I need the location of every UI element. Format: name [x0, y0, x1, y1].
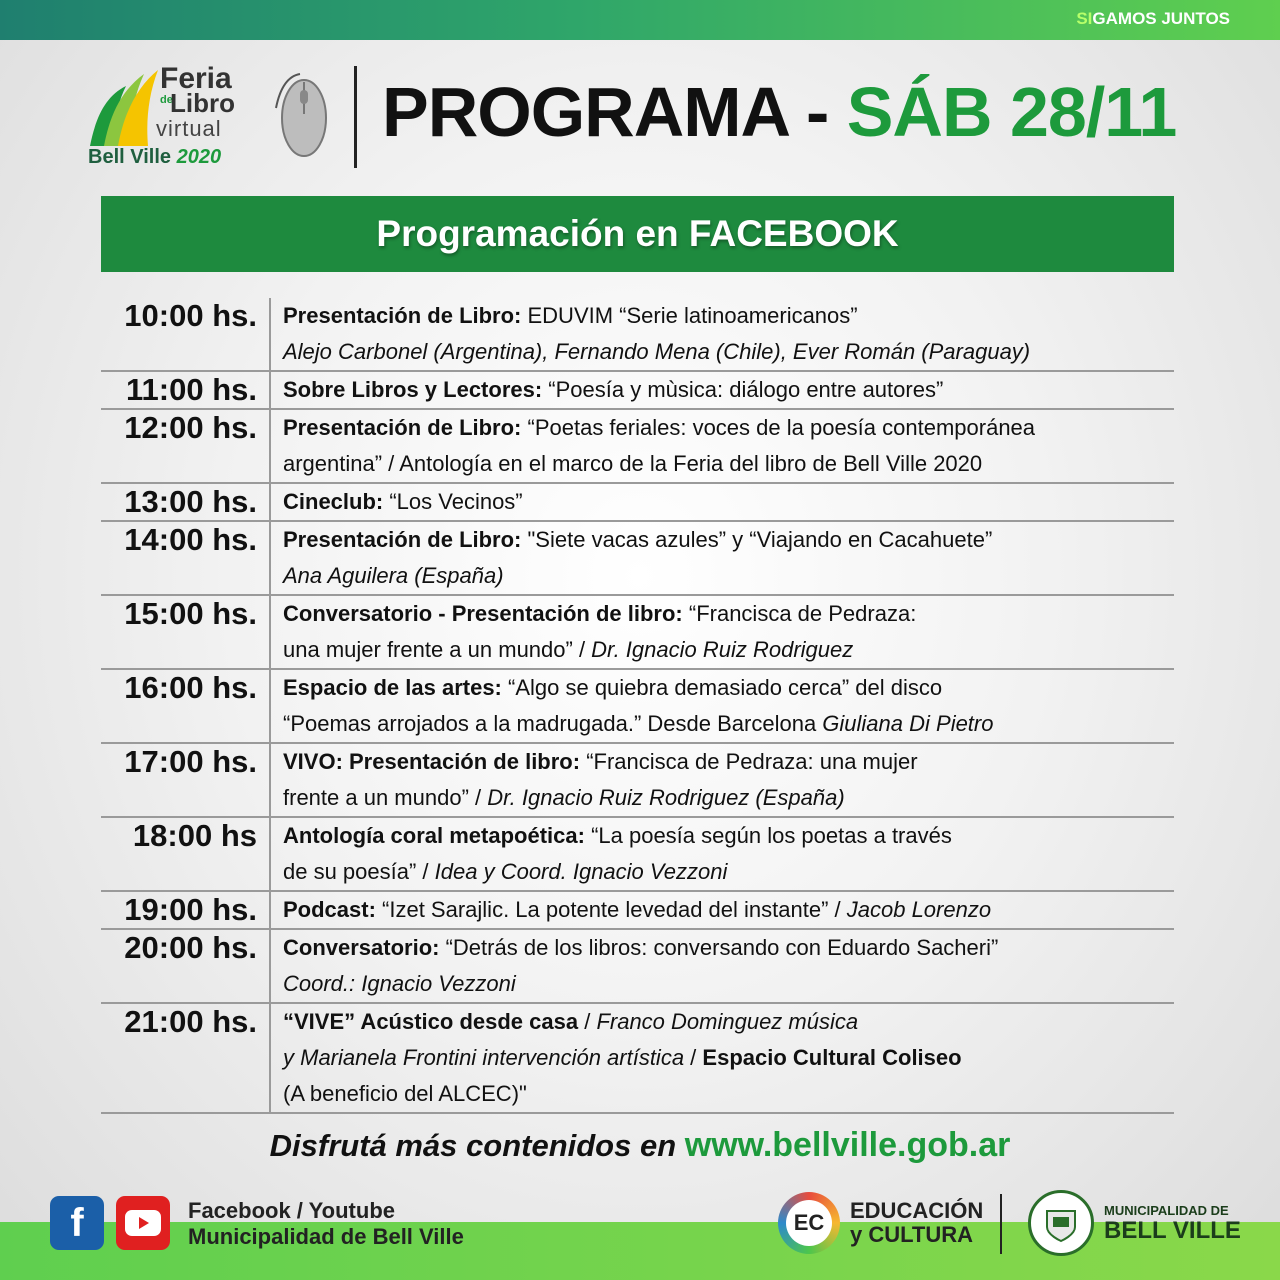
schedule-description — [271, 522, 1174, 594]
description-segment: VIVO: Presentación de libro: — [283, 749, 587, 774]
description-line — [283, 892, 1174, 928]
description-line — [283, 632, 1174, 668]
top-bar — [0, 0, 1280, 40]
schedule-time: 14:00 hs. — [101, 522, 271, 594]
tagline: SIGAMOS JUNTOS — [1076, 9, 1230, 28]
schedule-description — [271, 670, 1174, 742]
schedule-row — [101, 930, 1174, 1004]
description-segment: Presentación de Libro: — [283, 415, 528, 440]
schedule-row — [101, 410, 1174, 484]
header-divider — [354, 66, 357, 168]
description-line — [283, 780, 1174, 816]
schedule-time: 13:00 hs. — [101, 484, 271, 520]
description-segment: Sobre Libros y Lectores: — [283, 377, 549, 402]
schedule-time: 19:00 hs. — [101, 892, 271, 928]
description-segment: Alejo Carbonel (Argentina), Fernando Mena (Chile), Ever Román (Paraguay) — [283, 339, 1031, 364]
description-segment: “Izet Sarajlic. La potente levedad del instante” / — [382, 897, 847, 922]
schedule-time: 18:00 hs — [101, 818, 271, 890]
description-segment: “Francisca de Pedraza: — [688, 601, 917, 626]
schedule-description — [271, 892, 1174, 928]
description-line — [283, 966, 1174, 1002]
ec-badge: EC — [778, 1192, 840, 1254]
footer-cta: Disfrutá más contenidos en www.bellville.gob.ar — [269, 1126, 1011, 1164]
description-segment: Ana Aguilera (España) — [283, 563, 504, 588]
description-segment: "Siete vacas azules” y “Viajando en Cacahuete” — [527, 527, 993, 552]
description-line — [283, 930, 1174, 966]
book-leaves-icon — [86, 66, 166, 150]
description-segment: Presentación de Libro: — [283, 527, 528, 552]
schedule-time: 20:00 hs. — [101, 930, 271, 1002]
facebook-icon[interactable]: f — [50, 1196, 104, 1250]
schedule-time: 10:00 hs. — [101, 298, 271, 370]
schedule-description — [271, 596, 1174, 668]
schedule-time: 16:00 hs. — [101, 670, 271, 742]
description-line — [283, 484, 1174, 520]
schedule-description — [271, 372, 1174, 408]
mouse-icon — [274, 68, 330, 164]
description-segment: “Poetas feriales: voces de la poesía contemporánea — [527, 415, 1036, 440]
schedule-description — [271, 818, 1174, 890]
description-segment: Antología coral metapoética: — [283, 823, 592, 848]
schedule-description — [271, 1004, 1174, 1112]
description-line — [283, 446, 1174, 482]
schedule-description — [271, 298, 1174, 370]
description-line — [283, 706, 1174, 742]
social-icons — [50, 1196, 170, 1250]
description-segment: argentina” / Antología en el marco de la Feria del libro de Bell Ville 2020 — [283, 451, 983, 476]
website-link[interactable]: www.bellville.gob.ar — [684, 1126, 1011, 1164]
schedule-row — [101, 372, 1174, 410]
description-segment: Dr. Ignacio Ruiz Rodriguez — [591, 637, 854, 662]
description-segment: Idea y Coord. Ignacio Vezzoni — [434, 859, 728, 884]
page-title: PROGRAMA - SÁB 28/11 — [382, 73, 1177, 151]
description-line — [283, 558, 1174, 594]
description-line — [283, 1004, 1174, 1040]
description-segment: y Marianela Frontini intervención artística — [283, 1045, 691, 1070]
schedule-description — [271, 930, 1174, 1002]
schedule-time: 17:00 hs. — [101, 744, 271, 816]
description-line — [283, 334, 1174, 370]
description-segment: “Poesía y mùsica: diálogo entre autores” — [548, 377, 944, 402]
description-line — [283, 744, 1174, 780]
schedule-row — [101, 744, 1174, 818]
description-segment: Franco Dominguez música — [596, 1009, 859, 1034]
section-title: Programación en FACEBOOK — [101, 196, 1174, 272]
description-segment: Giuliana Di Pietro — [822, 711, 994, 736]
schedule-row — [101, 818, 1174, 892]
schedule-row — [101, 298, 1174, 372]
description-segment: / — [584, 1009, 597, 1034]
schedule-row — [101, 522, 1174, 596]
description-line — [283, 372, 1174, 408]
youtube-icon[interactable] — [116, 1196, 170, 1250]
feria-logo: Feria de Libro virtual Bell Ville 2020 — [86, 62, 346, 172]
schedule-row — [101, 596, 1174, 670]
description-line — [283, 1076, 1174, 1112]
municipalidad-logo: MUNICIPALIDAD DE BELL VILLE — [1028, 1190, 1241, 1256]
description-line — [283, 670, 1174, 706]
description-segment: Dr. Ignacio Ruiz Rodriguez (España) — [487, 785, 845, 810]
municipal-seal-icon — [1028, 1190, 1094, 1256]
description-segment: / — [690, 1045, 703, 1070]
description-segment: Espacio de las artes: — [283, 675, 508, 700]
schedule-time: 12:00 hs. — [101, 410, 271, 482]
description-line — [283, 818, 1174, 854]
description-line — [283, 410, 1174, 446]
description-segment: una mujer frente a un mundo” / — [283, 637, 592, 662]
schedule-time: 11:00 hs. — [101, 372, 271, 408]
schedule-row — [101, 670, 1174, 744]
description-segment: “Los Vecinos” — [389, 489, 523, 514]
description-segment: Jacob Lorenzo — [846, 897, 992, 922]
description-segment: frente a un mundo” / — [283, 785, 488, 810]
description-line — [283, 522, 1174, 558]
schedule-description — [271, 744, 1174, 816]
description-line — [283, 298, 1174, 334]
description-segment: Podcast: — [283, 897, 383, 922]
schedule-time: 21:00 hs. — [101, 1004, 271, 1112]
social-text: Facebook / Youtube Municipalidad de Bell Ville — [188, 1198, 464, 1249]
schedule-description — [271, 484, 1174, 520]
description-segment: de su poesía” / — [283, 859, 435, 884]
schedule-row — [101, 484, 1174, 522]
schedule-time: 15:00 hs. — [101, 596, 271, 668]
schedule-table — [101, 298, 1174, 1114]
description-segment: Conversatorio - Presentación de libro: — [283, 601, 689, 626]
description-segment: “Poemas arrojados a la madrugada.” Desde Barcelona — [283, 711, 823, 736]
educacion-cultura-logo: EC EDUCACIÓN y CULTURA — [778, 1192, 983, 1254]
description-line — [283, 1040, 1174, 1076]
schedule-row — [101, 1004, 1174, 1114]
description-segment: Coord.: Ignacio Vezzoni — [283, 971, 516, 996]
description-segment: “Detrás de los libros: conversando con Eduardo Sacheri” — [445, 935, 999, 960]
description-segment: Espacio Cultural Coliseo — [702, 1045, 962, 1070]
schedule-row — [101, 892, 1174, 930]
description-segment: Cineclub: — [283, 489, 390, 514]
description-segment: “La poesía según los poetas a través — [591, 823, 952, 848]
description-line — [283, 854, 1174, 890]
description-segment: EDUVIM “Serie latinoamericanos” — [527, 303, 858, 328]
description-segment: “Francisca de Pedraza: una mujer — [586, 749, 918, 774]
description-segment: Presentación de Libro: — [283, 303, 528, 328]
description-line — [283, 596, 1174, 632]
description-segment: “VIVE” Acústico desde casa — [283, 1009, 585, 1034]
footer-divider — [1000, 1194, 1002, 1254]
description-segment: “Algo se quiebra demasiado cerca” del disco — [508, 675, 943, 700]
schedule-description — [271, 410, 1174, 482]
description-segment: (A beneficio del ALCEC)" — [283, 1081, 527, 1106]
description-segment: Conversatorio: — [283, 935, 446, 960]
